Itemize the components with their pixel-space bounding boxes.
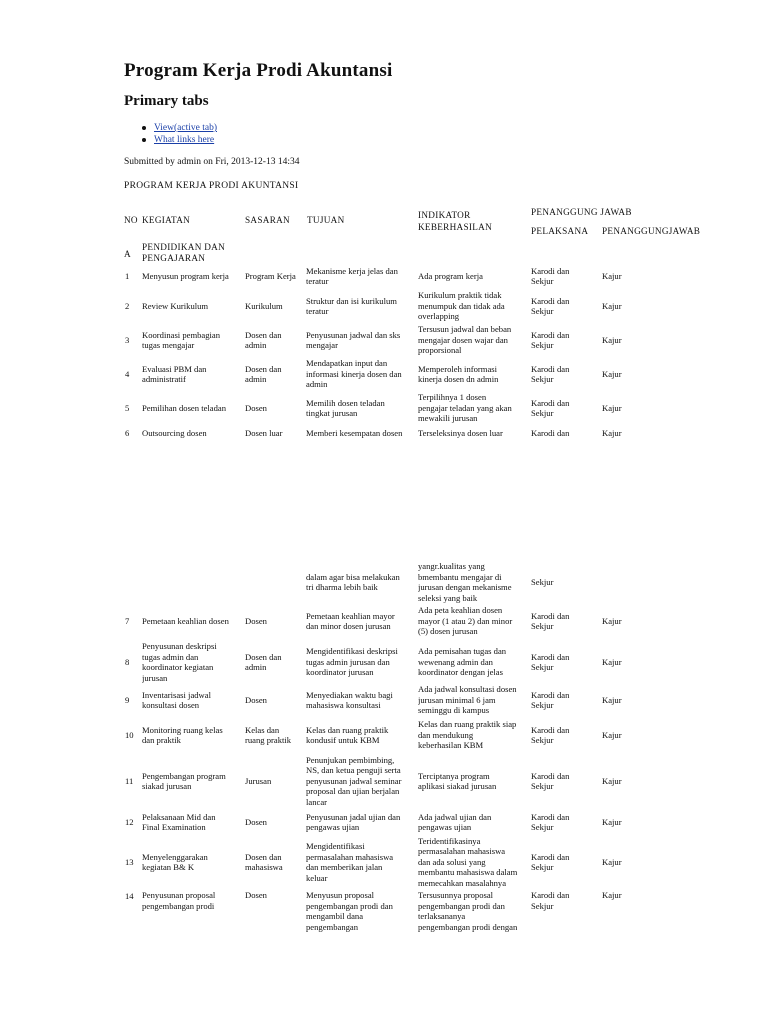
header-no: NO [124,215,138,225]
row-14-pj-line-1: Kajur [602,856,622,867]
section-no: A [124,249,131,259]
row-10-kegiatan-line-1: Inventarisasi jadwal [142,689,211,700]
row-1-no: 1 [125,270,130,281]
row-14-kegiatan-line-2: kegiatan B& K [142,862,195,872]
row-8-indikator-line-3: (5) dosen jurusan [418,626,478,637]
row-10-indikator-line-3: seminggu di kampus [418,705,490,716]
row-11-indikator-line-1: Kelas dan ruang praktik siap [418,719,517,730]
row-3-pelaksana-line-1: Karodi dan [531,329,570,340]
row-15-indikator-line-3: terlaksananya [418,911,466,921]
row-7-indikator-line-3: jurusan dengan mekanisme [418,582,512,592]
row-12-sasaran-line-1: Jurusan [245,775,272,786]
row-11-sasaran-line-2: ruang praktik [245,735,292,745]
row-15-kegiatan-line-1: Penyusunan proposal [142,890,216,900]
row-11-pelaksana-line-1: Karodi dan [531,724,570,735]
row-5-tujuan-line-1: Memilih dosen teladan [306,397,385,408]
row-13-tujuan-line-2: pengawas ujian [306,822,360,832]
row-8-sasaran-line-1: Dosen [245,615,267,626]
row-4-sasaran-line-2: admin [245,374,267,384]
row-10-indikator-line-2: jurusan minimal 6 jam [418,694,496,705]
row-12-pelaksana-line-2: Sekjur [531,781,554,791]
row-9-kegiatan-line-2: tugas admin dan [142,651,199,662]
row-5-kegiatan-line-1: Pemilihan dosen teladan [142,402,227,413]
row-14-no: 13 [125,856,134,867]
row-5-pj-line-1: Kajur [602,402,622,413]
row-15-tujuan-line-4: pengembangan [306,921,359,932]
row-3-kegiatan-line-2: tugas mengajar [142,340,195,350]
row-14-sasaran-line-2: mahasiswa [245,862,283,872]
row-12-no: 11 [125,775,134,786]
row-2-no: 2 [125,300,130,311]
row-14-indikator-line-2: permasalahan mahasiswa [418,846,506,857]
row-6-tujuan-line-1: Memberi kesempatan dosen [306,428,403,438]
row-11-kegiatan-line-2: dan praktik [142,735,181,745]
header-indikator-2: KEBERHASILAN [418,222,493,232]
header-pelaksana: PELAKSANA [531,226,589,236]
header-indikator-1: INDIKATOR [418,210,471,220]
row-10-kegiatan-line-2: konsultasi dosen [142,700,200,710]
row-10-tujuan-line-2: mahasiswa konsultasi [306,700,381,710]
row-8-no: 7 [125,615,130,626]
row-6-kegiatan-line-1: Outsourcing dosen [142,428,207,438]
primary-tabs-heading: Primary tabs [124,93,209,109]
row-8-pelaksana-line-2: Sekjur [531,621,554,631]
row-9-pelaksana-line-2: Sekjur [531,662,554,672]
row-12-kegiatan-line-1: Pengembangan program [142,770,226,781]
row-5-indikator-line-3: mewakili jurusan [418,413,478,424]
row-4-pelaksana-line-2: Sekjur [531,374,554,384]
row-10-indikator-line-1: Ada jadwal konsultasi dosen [418,684,517,695]
row-1-pj-line-1: Kajur [602,270,622,281]
row-10-pelaksana-line-2: Sekjur [531,700,554,710]
tab-view-link[interactable]: View(active tab) [154,123,217,133]
row-5-tujuan-line-2: tingkat jurusan [306,408,358,418]
header-penanggung-jawab: PENANGGUNG JAWAB [531,207,632,217]
row-3-pj-line-1: Kajur [602,334,622,345]
row-7-pelaksana-line-1: Sekjur [531,576,554,587]
row-14-kegiatan-line-1: Menyelenggarakan [142,851,208,862]
row-2-pelaksana-line-2: Sekjur [531,306,554,316]
row-2-pj-line-1: Kajur [602,300,622,311]
row-3-indikator-line-3: proporsional [418,345,462,356]
row-9-no: 8 [125,656,130,667]
row-15-indikator-line-1: Tersusunnya proposal [418,890,494,900]
row-3-no: 3 [125,334,130,345]
tab-what-links-here-link[interactable]: What links here [154,135,215,145]
document-heading: PROGRAM KERJA PRODI AKUNTANSI [124,181,299,191]
row-14-indikator-line-1: Teridentifikasinya [418,835,481,846]
row-2-pelaksana-line-1: Karodi dan [531,295,570,306]
row-12-indikator-line-1: Terciptanya program [418,770,490,781]
row-8-indikator-line-2: mayor (1 atau 2) dan minor [418,615,513,626]
page-title: Program Kerja Prodi Akuntansi [124,60,393,81]
row-13-pelaksana-line-2: Sekjur [531,822,554,832]
row-12-tujuan-line-2: NS, dan ketua penguji serta [306,765,401,776]
row-11-sasaran-line-1: Kelas dan [245,724,280,735]
row-4-pelaksana-line-1: Karodi dan [531,363,570,374]
row-11-pj-line-1: Kajur [602,729,622,740]
row-1-pelaksana-line-1: Karodi dan [531,265,570,276]
row-13-no: 12 [125,816,134,827]
row-12-kegiatan-line-2: siakad jurusan [142,781,192,791]
row-15-pelaksana-line-1: Karodi dan [531,890,570,900]
row-14-tujuan-line-2: permasalahan mahasiswa [306,851,394,862]
row-4-tujuan-line-3: admin [306,379,328,390]
row-8-pelaksana-line-1: Karodi dan [531,610,570,621]
row-4-indikator-line-1: Memperoleh informasi [418,363,497,374]
section-label-1: PENDIDIKAN DAN [142,242,226,252]
row-14-sasaran-line-1: Dosen dan [245,851,282,862]
row-15-pj-line-1: Kajur [602,890,622,900]
row-9-sasaran-line-2: admin [245,662,267,672]
row-12-indikator-line-2: aplikasi siakad jurusan [418,781,497,791]
row-4-kegiatan-line-2: administratif [142,374,186,384]
row-9-pj-line-1: Kajur [602,656,622,667]
row-7-indikator-line-2: bmembantu mengajar di [418,571,502,582]
row-11-kegiatan-line-1: Monitoring ruang kelas [142,724,223,735]
row-15-sasaran-line-1: Dosen [245,890,267,900]
row-14-indikator-line-3: dan ada solusi yang [418,856,486,867]
row-2-tujuan-line-2: teratur [306,306,329,316]
row-9-tujuan-line-2: tugas admin jurusan dan [306,656,390,667]
row-4-pj-line-1: Kajur [602,368,622,379]
row-1-indikator-line-1: Ada program kerja [418,270,483,281]
row-5-indikator-line-2: pengajar teladan yang akan [418,402,512,413]
row-4-indikator-line-2: kinerja dosen dn admin [418,374,499,384]
row-4-kegiatan-line-1: Evaluasi PBM dan [142,363,207,374]
row-9-sasaran-line-1: Dosen dan [245,651,282,662]
row-3-tujuan-line-1: Penyusunan jadwal dan sks [306,329,401,340]
row-8-indikator-line-1: Ada peta keahlian dosen [418,605,503,616]
row-15-indikator-line-2: pengembangan prodi dan [418,900,505,911]
row-15-kegiatan-line-2: pengembangan prodi [142,900,215,911]
row-9-tujuan-line-3: koordinator jurusan [306,667,374,678]
row-14-indikator-line-4: membantu mahasiswa dalam [418,867,518,878]
header-tujuan: TUJUAN [307,215,345,225]
row-10-no: 9 [125,694,130,705]
row-11-no: 10 [125,729,134,740]
row-6-pelaksana-line-1: Karodi dan [531,428,570,438]
row-10-pj-line-1: Kajur [602,694,622,705]
row-2-indikator-line-1: Kurikulum praktik tidak [418,290,502,301]
header-kegiatan: KEGIATAN [142,215,191,225]
row-6-indikator-line-1: Terseleksinya dosen luar [418,428,503,438]
primary-tabs-list [140,122,217,146]
row-9-kegiatan-line-4: jurusan [142,672,168,683]
row-2-kegiatan-line-1: Review Kurikulum [142,300,209,311]
row-9-kegiatan-line-1: Penyusunan deskripsi [142,641,217,651]
row-8-tujuan-line-1: Pemetaan keahlian mayor [306,610,395,621]
row-13-kegiatan-line-1: Pelaksanaan Mid dan [142,811,216,822]
row-11-tujuan-line-1: Kelas dan ruang praktik [306,724,389,735]
row-3-pelaksana-line-2: Sekjur [531,340,554,350]
row-9-indikator-line-2: wewenang admin dan [418,656,493,667]
row-4-tujuan-line-2: informasi kinerja dosen dan [306,368,402,379]
row-12-tujuan-line-5: lancar [306,796,327,807]
row-10-pelaksana-line-1: Karodi dan [531,689,570,700]
row-14-tujuan-line-1: Mengidentifikasi [306,841,365,851]
row-3-sasaran-line-2: admin [245,340,267,350]
row-7-tujuan-line-1: dalam agar bisa melakukan [306,571,400,582]
row-1-tujuan-line-2: teratur [306,276,329,286]
row-2-sasaran-line-1: Kurikulum [245,300,283,311]
row-11-pelaksana-line-2: Sekjur [531,735,554,745]
header-penanggungjawab: PENANGGUNGJAWAB [602,226,701,236]
row-6-no: 6 [125,427,130,438]
row-13-indikator-line-1: Ada jadwal ujian dan [418,811,492,822]
header-sasaran: SASARAN [245,215,290,225]
row-8-pj-line-1: Kajur [602,615,622,626]
row-8-tujuan-line-2: dan minor dosen jurusan [306,621,391,631]
row-14-tujuan-line-4: keluar [306,872,328,883]
row-13-kegiatan-line-2: Final Examination [142,822,206,832]
row-4-no: 4 [125,368,130,379]
row-14-indikator-line-5: memecahkan masalahnya [418,877,507,888]
row-2-indikator-line-3: overlapping [418,311,460,322]
row-5-pelaksana-line-1: Karodi dan [531,397,570,408]
row-12-tujuan-line-4: proposal dan ujian berjalan [306,786,400,797]
row-9-kegiatan-line-3: koordinator kegiatan [142,662,214,672]
row-3-kegiatan-line-1: Koordinasi pembagian [142,329,221,340]
row-15-pelaksana-line-2: Sekjur [531,900,554,911]
submitted-meta: Submitted by admin on Fri, 2013-12-13 14:34 [124,157,300,167]
row-6-pj-line-1: Kajur [602,428,622,438]
row-5-pelaksana-line-2: Sekjur [531,408,554,418]
row-1-pelaksana-line-2: Sekjur [531,276,554,286]
row-14-pelaksana-line-1: Karodi dan [531,851,570,862]
row-9-indikator-line-1: Ada pemisahan tugas dan [418,646,507,657]
row-9-tujuan-line-1: Mengidentifikasi deskripsi [306,646,398,657]
row-11-indikator-line-3: keberhasilan KBM [418,740,484,751]
row-5-sasaran-line-1: Dosen [245,402,267,413]
row-12-pelaksana-line-1: Karodi dan [531,770,570,781]
row-13-sasaran-line-1: Dosen [245,816,267,827]
row-9-indikator-line-3: koordinator dengan jelas [418,667,503,678]
tab-what-links-here [140,134,217,146]
row-3-indikator-line-2: mengajar dosen wajar dan [418,334,508,345]
row-7-indikator-line-1: yangr.kualitas yang [418,561,485,571]
row-12-tujuan-line-3: penyusunan jadwal seminar [306,775,402,786]
row-7-tujuan-line-2: tri dharma lebih baik [306,582,378,592]
row-13-indikator-line-2: pengawas ujian [418,822,472,832]
tab-view [140,122,217,134]
row-3-sasaran-line-1: Dosen dan [245,329,282,340]
row-15-tujuan-line-2: pengembangan prodi dan [306,900,393,911]
row-15-no: 14 [125,890,134,901]
row-5-indikator-line-1: Terpilihnya 1 dosen [418,392,487,403]
row-12-tujuan-line-1: Penunjukan pembimbing, [306,754,395,765]
section-label-2: PENGAJARAN [142,253,206,263]
row-10-tujuan-line-1: Menyediakan waktu bagi [306,689,393,700]
row-13-tujuan-line-1: Penyusunan jadal ujian dan [306,811,401,822]
row-7-indikator-line-4: seleksi yang baik [418,592,478,603]
row-1-kegiatan-line-1: Menyusun program kerja [142,270,229,281]
row-13-pj-line-1: Kajur [602,816,622,827]
row-8-kegiatan-line-1: Pemetaan keahlian dosen [142,615,229,626]
row-10-sasaran-line-1: Dosen [245,694,267,705]
row-11-tujuan-line-2: kondusif untuk KBM [306,735,380,745]
row-1-tujuan-line-1: Mekanisme kerja jelas dan [306,265,398,276]
row-14-tujuan-line-3: dan memberikan jalan [306,862,383,872]
row-3-indikator-line-1: Tersusun jadwal dan beban [418,324,512,335]
row-15-tujuan-line-3: mengambil dana [306,911,364,921]
row-15-indikator-line-4: pengembangan prodi dengan [418,921,518,932]
row-9-pelaksana-line-1: Karodi dan [531,651,570,662]
row-5-no: 5 [125,402,130,413]
row-4-sasaran-line-1: Dosen dan [245,363,282,374]
row-13-pelaksana-line-1: Karodi dan [531,811,570,822]
row-12-pj-line-1: Kajur [602,775,622,786]
row-2-tujuan-line-1: Struktur dan isi kurikulum [306,295,397,306]
row-4-tujuan-line-1: Mendapatkan input dan [306,358,388,369]
row-15-tujuan-line-1: Menyusun proposal [306,890,375,900]
row-14-pelaksana-line-2: Sekjur [531,862,554,872]
row-3-tujuan-line-2: mengajar [306,340,338,350]
row-1-sasaran-line-1: Program Kerja [245,270,296,281]
row-6-sasaran-line-1: Dosen luar [245,428,283,438]
row-11-indikator-line-2: dan mendukung [418,729,474,740]
row-2-indikator-line-2: menumpuk dan tidak ada [418,300,505,311]
